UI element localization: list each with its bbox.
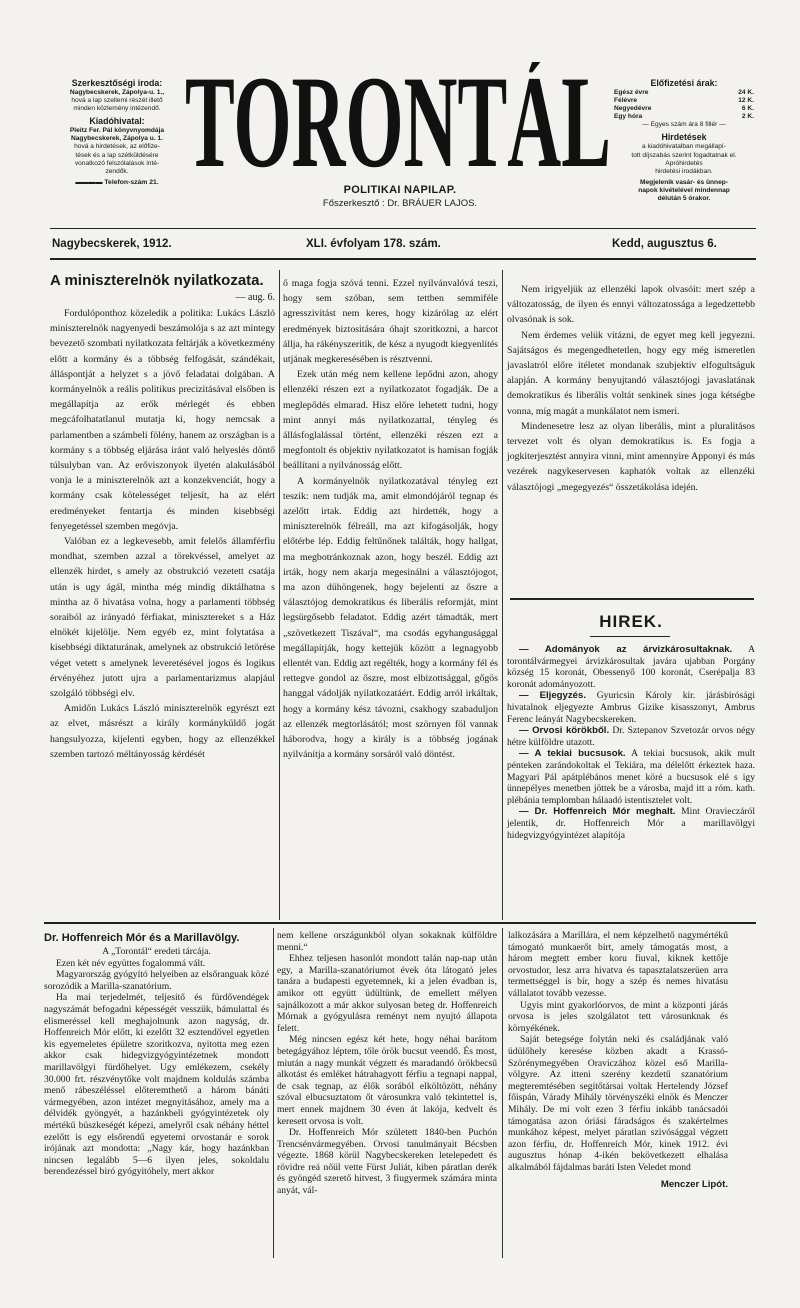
publisher-line: tések és a lap szétküldésére <box>75 151 159 159</box>
publisher-line: vonatkozó felszólalások inté- <box>74 159 160 167</box>
feature-column-2 <box>277 930 497 1197</box>
news-item-title: — Eljegyzés. <box>519 690 586 702</box>
news-item <box>507 806 755 841</box>
price-row <box>614 113 754 121</box>
news-item-title: — A tekiai bucsusok. <box>519 748 626 760</box>
paragraph: Saját betegsége folytán neki és családjának való üdülőhely keresése közben akadt a Krassó-Szörénymegyében Oraviczához közel eső Marilla-völgyre. Az itteni szerény kezdetű szanatórium megteremtésében segítőtársai voltak Hertelendy József főispán, Várady Mihály törvényszéki elnök és Menczer Mihály. De mi volt ezen 3 férfiu inkább tanácsadói támogatása azon óriási fáradságos és szakértelmes munkához képest, melyet páratlan szivósággal végzett azon férfiu, dr. Hoffenreich Mór, kinek 1912. évi augusztus hónap 4-ikén bekövetkezett elhalása alkalmából fájdalmas baráti Isten Veledet mond <box>508 1034 728 1173</box>
price-value: 24 K. <box>738 89 754 96</box>
office-line: Nagybecskerek, Zápolya-u. 1., <box>69 89 165 96</box>
news-item <box>507 644 755 690</box>
paragraph: Ezek után még nem kellene lepődni azon, ahogy ellenzéki részen ezt a nyilatkozatot fogadják. De a meglepődés elmarad. Hisz előre lehetett tudni, hogy mint annyi más nyilatkozattal, tényleg és állásfoglalással történt, ellenzéki részen ezt a megfontolt és objektiv nyilatkozatot is hamisan fogják beállítani a nyilvánosság előtt. <box>283 369 498 472</box>
paragraph: Magyarország gyógyító helyeiben az elsőranguak közé sorozódik a Marilla-szanatórium. <box>44 969 269 992</box>
feature-column-3 <box>508 930 728 1191</box>
ads-line: a kiadóhivatalban megállapí- <box>642 143 726 151</box>
column-divider <box>279 270 280 920</box>
paragraph: nem kellene országunkból olyan sokaknak külföldre menni.“ <box>277 930 497 953</box>
phone-number: ▬▬▬▬ Telefon-szám 21. <box>75 178 159 186</box>
paragraph: Fordulóponthoz közeledik a politika: Lukács László miniszterelnök nagyenyedi beszámolója s az azt mintegy bevezető szombati nyilatkozata feltárják a következmény előtt a kormány és a többség felfogását, szándékait, álláspontját a helyzet s a jövő feladatai dolgában. A kormányelnök a reális politikus precizitásával elsőben is megállapítja az erők mérlegét és ebben megcáfolhatatlanul mutatja ki, hogy nemcsak a parlamentben a számbeli fölény, hanem az országban is a kormány s a többség eljárása iránt való helyeslés döntő túlsulyban van. Az erőviszonyok ilyetén alakulásából vonja le a miniszterelnök azt a konzekvenciát, hogy a kormány csak kötelességet teljesít, ha az elért eredményeket fentartja és minden kisebbségi fenyegetéssel szemben megóvja. <box>50 308 275 532</box>
ads-heading: Hirdetések <box>661 132 707 143</box>
news-heading: HIREK. <box>599 612 663 631</box>
newspaper-title-text: TORONTÁL <box>185 62 611 180</box>
column-divider <box>502 270 503 920</box>
prices-heading: Előfizetési árak: <box>650 78 718 88</box>
newspaper-title <box>182 62 614 180</box>
paragraph: Valóban ez a legkevesebb, amit felelős államférfiu mondhat, szemben azzal a törekvéssel, amelyet az ellenzék hirdet, s amely az obstrukció vezetett csatája után is ugy ágál, mintha még mindig diktálhatna s mintha az ő hivatása volna, hogy a parlamenti többség soraiból az irányadó férfiakat, minisztereket s a Ház elnökét kijelölje. Nem egyéb ez, mint folytatása a kisebbségi diktaturának, amelynek az obstrukció letörése véget vetett s amelynek leveretésével jogos és logikus érvényéhez jutott ujra a parlamentarizmus alapjául szolgáló többségi elv. <box>50 536 275 700</box>
feature-column-1 <box>44 946 269 1178</box>
paragraph: lalkozására a Marillára, el nem képzelhető nagymértékű támogató munkaerőt birt, amely támogatás most, a három megtett ember koru fiuval, kiknek kettője orvostudor, lesz arra hivatva és tapasztalatszerüen arra termettséggel is bír, hogy a szép és nemes hivatásu vállalatot tovább vezesse. <box>508 930 728 999</box>
ads-line: tott díjszabás szerint fogadtatnak el. Apróhirdetés <box>631 151 737 167</box>
news-item <box>507 725 755 748</box>
price-label: Egész évre <box>614 89 649 96</box>
price-value: 6 K. <box>741 105 754 113</box>
price-row <box>614 105 754 113</box>
paragraph: Ugyis mint gyakorlóorvos, de mint a központi járás orvosa is jeles szolgálatot tett városunknak és környékének. <box>508 999 728 1034</box>
single-issue-price: — Egyes szám ára 8 fillér — <box>642 121 726 129</box>
paragraph: Ezen két név együttes fogalommá vált. <box>56 957 206 969</box>
publisher-heading: Kiadóhivatal: <box>89 116 145 127</box>
paragraph: Mindenesetre lesz az olyan liberális, mint a pluralitásos tervezet volt és olyan demokratikus is. Es fogja a jogkiterjesztést annyira vinni, mint amennyire Apponyi és más vezérek nagykeservesen kaphatók voltak az ellenzéki választójogi „megegyezés“ összetákolása idején. <box>507 420 755 493</box>
price-row <box>614 89 754 97</box>
editorial-office-box <box>52 78 182 187</box>
ads-line: hirdetési irodákban. <box>655 167 713 175</box>
paragraph: Még nincsen egész két hete, hogy néhai barátom betegágyához léptem, tőle örök bucsut veendő. És most, miután a nagy munkát végzett és maradandó örökbecsű alkotást és emléket hátrahagyott férfiu a tegnapi nappal, de csak tegnap, az élők sorából elköltözött, néhány szóval elbucsuztatom őt városunkra való tekintettel is, mert ennek majdnem 30 éven át lakója, kedvelt és keresett orvosa is volt. <box>277 1034 497 1127</box>
article-title: A miniszterelnök nyilatkozata. <box>50 272 264 289</box>
article-column-2 <box>283 276 498 763</box>
masthead-subtitle <box>260 184 540 209</box>
price-label: Negyedévre <box>614 105 652 113</box>
paragraph: Nem irigyeljük az ellenzéki lapok olvasóit: mert szép a változatosság, de ilyen és ennyi változatossága a legedzettebb olvasónak is sok. <box>507 284 755 326</box>
news-item-title: — Adományok az árvizkárosultaknak. <box>519 644 733 655</box>
dateline-volume: XLI. évfolyam 178. szám. <box>306 238 441 250</box>
office-line: hová a lap szellemi részét illető <box>71 97 163 105</box>
dateline-day: Kedd, augusztus 6. <box>612 238 717 250</box>
paragraph: Nem érdemes velük vitázni, de egyet meg kell jegyezni. Sajátságos és megengedhetetlen, hogy egy még ismeretlen javaslatról előre itéletet mondanak szubjektív elfogultságuk alapján. A kormány benyujtandó választójogi javaslatának demokratikus és liberális voltát senkinek sines joga kétségbe vonna, míg magát a munkálatot nem ismeri. <box>507 329 755 417</box>
paragraph: ő maga fogja szóvá tenni. Ezzel nyilvánvalóvá teszi, hogy sem szóban, sem tettben semmiféle agresszivitást nem keres, hogy kizárólag az elért eredmények biztositására óhajt szoritkozni, a harcot állja, ha rákényszeritik, de kész a nyugodt kiegyenlítés utjának megkeresésében is résztvenni. <box>283 278 498 366</box>
top-rule <box>50 228 756 229</box>
office-heading: Szerkesztőségi iroda: <box>71 78 163 88</box>
article-column-3 <box>507 282 755 495</box>
news-item-title: — Dr. Hoffenreich Mór meghalt. <box>519 806 676 818</box>
publisher-line: hová a hirdetések, az előfize- <box>74 143 160 151</box>
appearance-line: délután 5 órakor. <box>657 195 711 203</box>
news-item <box>507 690 755 725</box>
subscription-box <box>614 78 754 203</box>
dateline-place: Nagybecskerek, 1912. <box>52 238 172 250</box>
paragraph: Dr. Hoffenreich Mór született 1840-ben Puchón Trencsénvármegyében. Orvosi tanulmányait Bécsben végezte. 1868 körül Nagybecskereken letelepedett és rövidre reá nőül vette Fürst Juliát, kiben páratlan derék és gyöngéd szerető hitvest, 3 fiugyermek számára minta anyát, vál- <box>277 1127 497 1197</box>
feature-title: Dr. Hoffenreich Mór és a Marillavölgy. <box>44 932 240 944</box>
news-item-text: A tekiai bucsusok, akik mult pénteken zarándokoltak el Tekiára, ma délelőtt érkeztek haza. Magyari Pál apátplébános menet köré a bucsusok elé s igy ünnepélyes menetben jöttek be a városba, majd itt a róm. kath. plébánia templomban hálaadó istentisztelet volt. <box>507 748 755 806</box>
news-item-text: A torontálvármegyei árvizkárosultak javára ujabban Porgány község 15 koronát, Obessenyő 100 koronát, Cserépalja 83 koronát adományozott. <box>507 644 755 690</box>
office-line: minden közlemény intézendő. <box>73 105 161 113</box>
phone-text: Telefon-szám 21. <box>104 178 159 186</box>
news-column <box>507 644 755 841</box>
publisher-line: Nagybecskerek, Zápolya u. 1. <box>71 135 163 143</box>
publisher-line: Pleitz Fer. Pál könyvnyomdája <box>69 127 165 135</box>
news-rule <box>510 598 754 600</box>
article-column-1 <box>50 306 275 762</box>
article-date: — aug. 6. <box>235 292 275 303</box>
news-item-text: Dr. Sztepanov Szvetozár orvos négy hétre külföldre utazott. <box>507 725 755 748</box>
feature-rule <box>44 922 756 924</box>
paragraph: Ha mai terjedelmét, teljesítő és fürdővendégek nagyszámát befogadni képességét vesszük, bámulattal és elismeréssel kell meghajolnunk azon nagyság, dr. Hoffenreich Mór előtt, ki ezelőtt 32 esztendővel egyetlen kis egyemeletes épületre szoritkozva, nyitotta meg ezen akkor csak hidegvizgyógyintézetnek mondott marillavölgyi fürdőhelyet. Ugy emlékezem, csekély 30.000 frt. részvénytőke volt majdnem koldulás számba menő rábeszéléssel előteremthető a három bánáti vármegyében, azon intézet megnyitásához, amely ma a délvidék gyöngyét, a hazánkbeli gyógyintézetek oly mértékű büszkeségét képezi, amelyről csak néhány héttel ezelőtt is egy elsőrendű egyetemi orvostanár e sorok irójának azt mondotta: „Nagy kár, hogy hazánkban nincsen legalább 5—6 ilyen jeles, sokoldalu berendezéssel biró gyógyitóhely, mert akkor <box>44 992 269 1178</box>
price-value: 2 K. <box>741 113 754 121</box>
news-item <box>507 748 755 806</box>
paragraph: Amidőn Lukács László miniszterelnök egyrészt ezt az elvet, másrészt a király kormányküldő jogát hangsulyozza, kijelenti egyben, hogy az ellenzékkel szemben tartozó méltányosság kérdését <box>50 703 275 760</box>
appearance-line: Megjelenik vasár- és ünnep- <box>640 178 728 186</box>
paragraph: Ehhez teljesen hasonlót mondott talán nap-nap után egy, a Marilla-szanatóriumot évek óta látogató jeles tanára a budapesti egyetemnek, ki a jelen évadban is, amikor ott együtt üdültünk, de emellett mélyen sajnálkozott a már akkor sulyosan beteg dr. Hoffenreich Mórnak a gyógyulásra reményt nem nyujtó állapota felett. <box>277 953 497 1034</box>
editor-in-chief: Főszerkesztő : Dr. BRÁUER LAJOS. <box>322 198 478 209</box>
price-label: Félévre <box>614 97 638 105</box>
column-divider <box>502 928 503 1258</box>
news-item-title: — Orvosi körökből. <box>519 725 610 737</box>
news-item-text: Gyuricsin Károly kir. járásbirósági hivatalnok eljegyezte Ambrus Gizike kisasszonyt, Ambrus Ferenc leányát Nagybecskereken. <box>507 690 755 725</box>
dateline-rule <box>50 258 756 260</box>
price-row <box>614 97 754 105</box>
publisher-line: zendők. <box>105 167 129 175</box>
news-heading-underline <box>590 636 670 637</box>
feature-signature: Menczer Lipót. <box>660 1179 728 1191</box>
price-value: 12 K. <box>738 97 754 105</box>
appearance-line: napok kivételével mindennap <box>638 186 730 194</box>
paper-type: POLITIKAI NAPILAP. <box>343 184 457 196</box>
price-label: Egy hóra <box>614 113 643 121</box>
feature-source: A „Torontál“ eredeti tárcája. <box>102 946 211 957</box>
paragraph: A kormányelnök nyilatkozatával tényleg ezt teszik: nem tudják ma, amit elmondójáról tegnap és azelőtt irtak. Eddig azt hirdették, hogy a miniszterelnök félreáll, ma azt kifogásolják, hogy előtérbe lép. Eddig feltűnőnek találták, hogy hallgat, ma megbotránkoznak azon, hogy beszél. Eddig azt irták, hogy nem akarja megesinálni a választójogot, ma azon dühöngenek, hogy bejelenti az őszre a választójog demokratikus és liberális reformját, mint legsürgősebb feladatot. Eddig azért támadták, mert „szövetkezett Tiszával“, ma csodás egyhangusággal megállapítják, hogy kettejük között a legnagyobb ellentét van. Eddig azt regélték, hogy a kormány fél és rettegve gondol az őszre, most elbizottsággal, gőgös hanggal vádolják nyilatkozatáért. Eddig arról irkáltak, hogy a kormány kész távozni, csakhogy szabaduljon az ellenzék megtorlásától; most szörnyen föl vannak háborodva, hogy a király is a többség jogának nyilvánítja a kormány sorsáról való döntést. <box>283 475 498 761</box>
column-divider <box>273 928 274 1258</box>
news-item-text: Mint Oravieczáról jelentik, dr. Hoffenreich Mór a marillavölgyi hidegvizgyógyintézet alapítója <box>507 806 755 841</box>
